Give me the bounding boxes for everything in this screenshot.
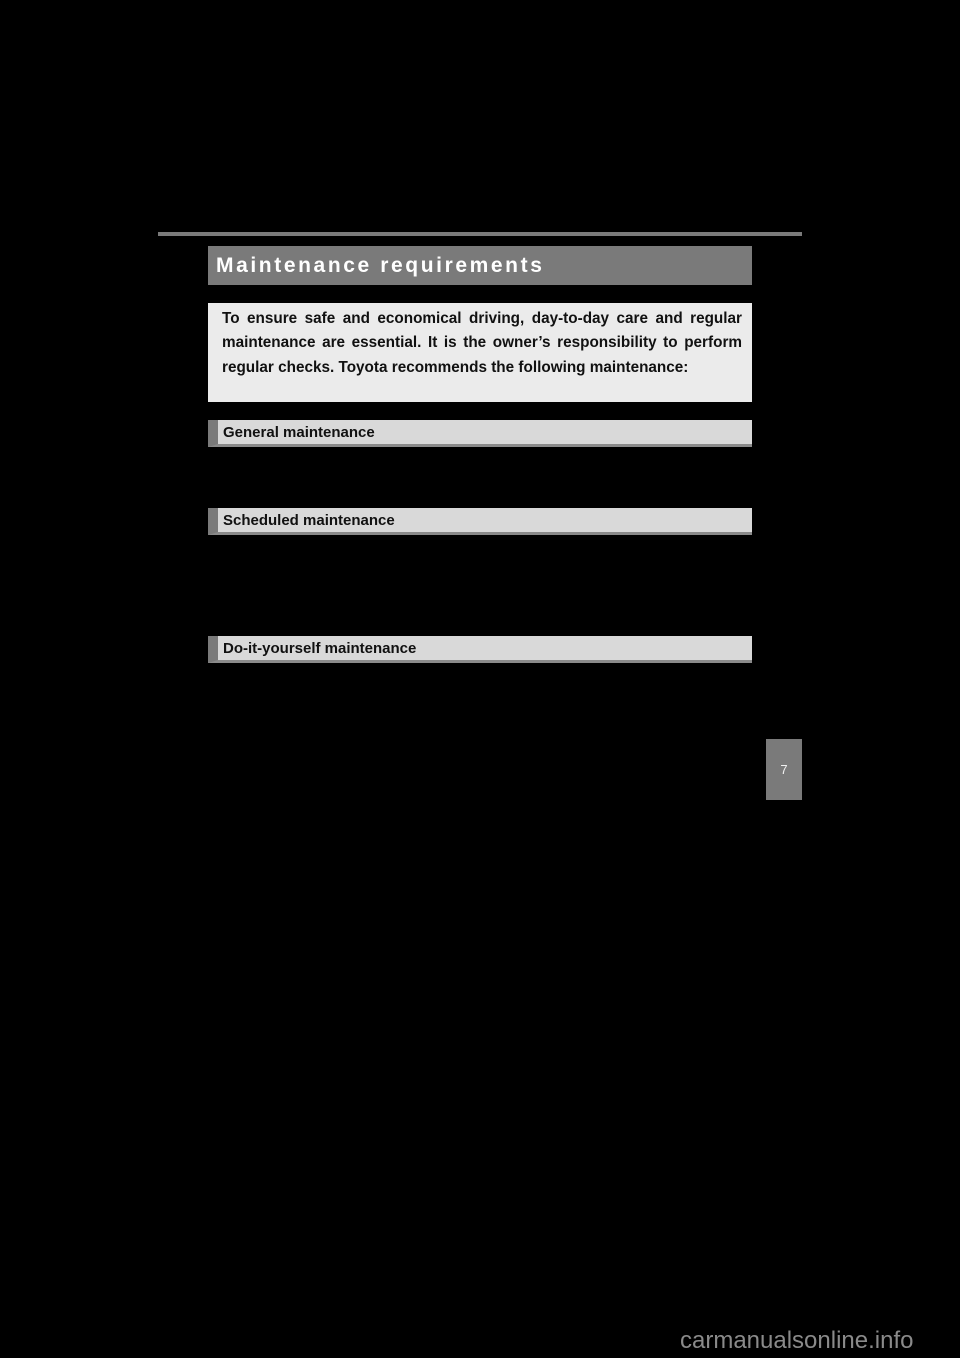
subheading-scheduled-maintenance xyxy=(208,508,752,535)
subheading-label: Scheduled maintenance xyxy=(223,512,395,529)
header-rule xyxy=(158,232,802,236)
section-title: Maintenance requirements xyxy=(216,254,545,277)
chapter-tab xyxy=(766,739,802,800)
intro-box xyxy=(208,303,752,402)
subheading-label: General maintenance xyxy=(223,424,375,441)
intro-text: To ensure safe and economical driving, day-to-day care and regular maintenance are essential. It is the owner’s responsibility to perform regular checks. Toyota recommends the following maintenance: xyxy=(222,310,742,376)
subheading-general-maintenance xyxy=(208,420,752,447)
subheading-label: Do-it-yourself maintenance xyxy=(223,640,417,657)
section-title-banner xyxy=(208,246,752,285)
watermark: carmanualsonline.info xyxy=(680,1327,914,1354)
subheading-diy-maintenance xyxy=(208,636,752,663)
chapter-number: 7 xyxy=(780,762,788,777)
